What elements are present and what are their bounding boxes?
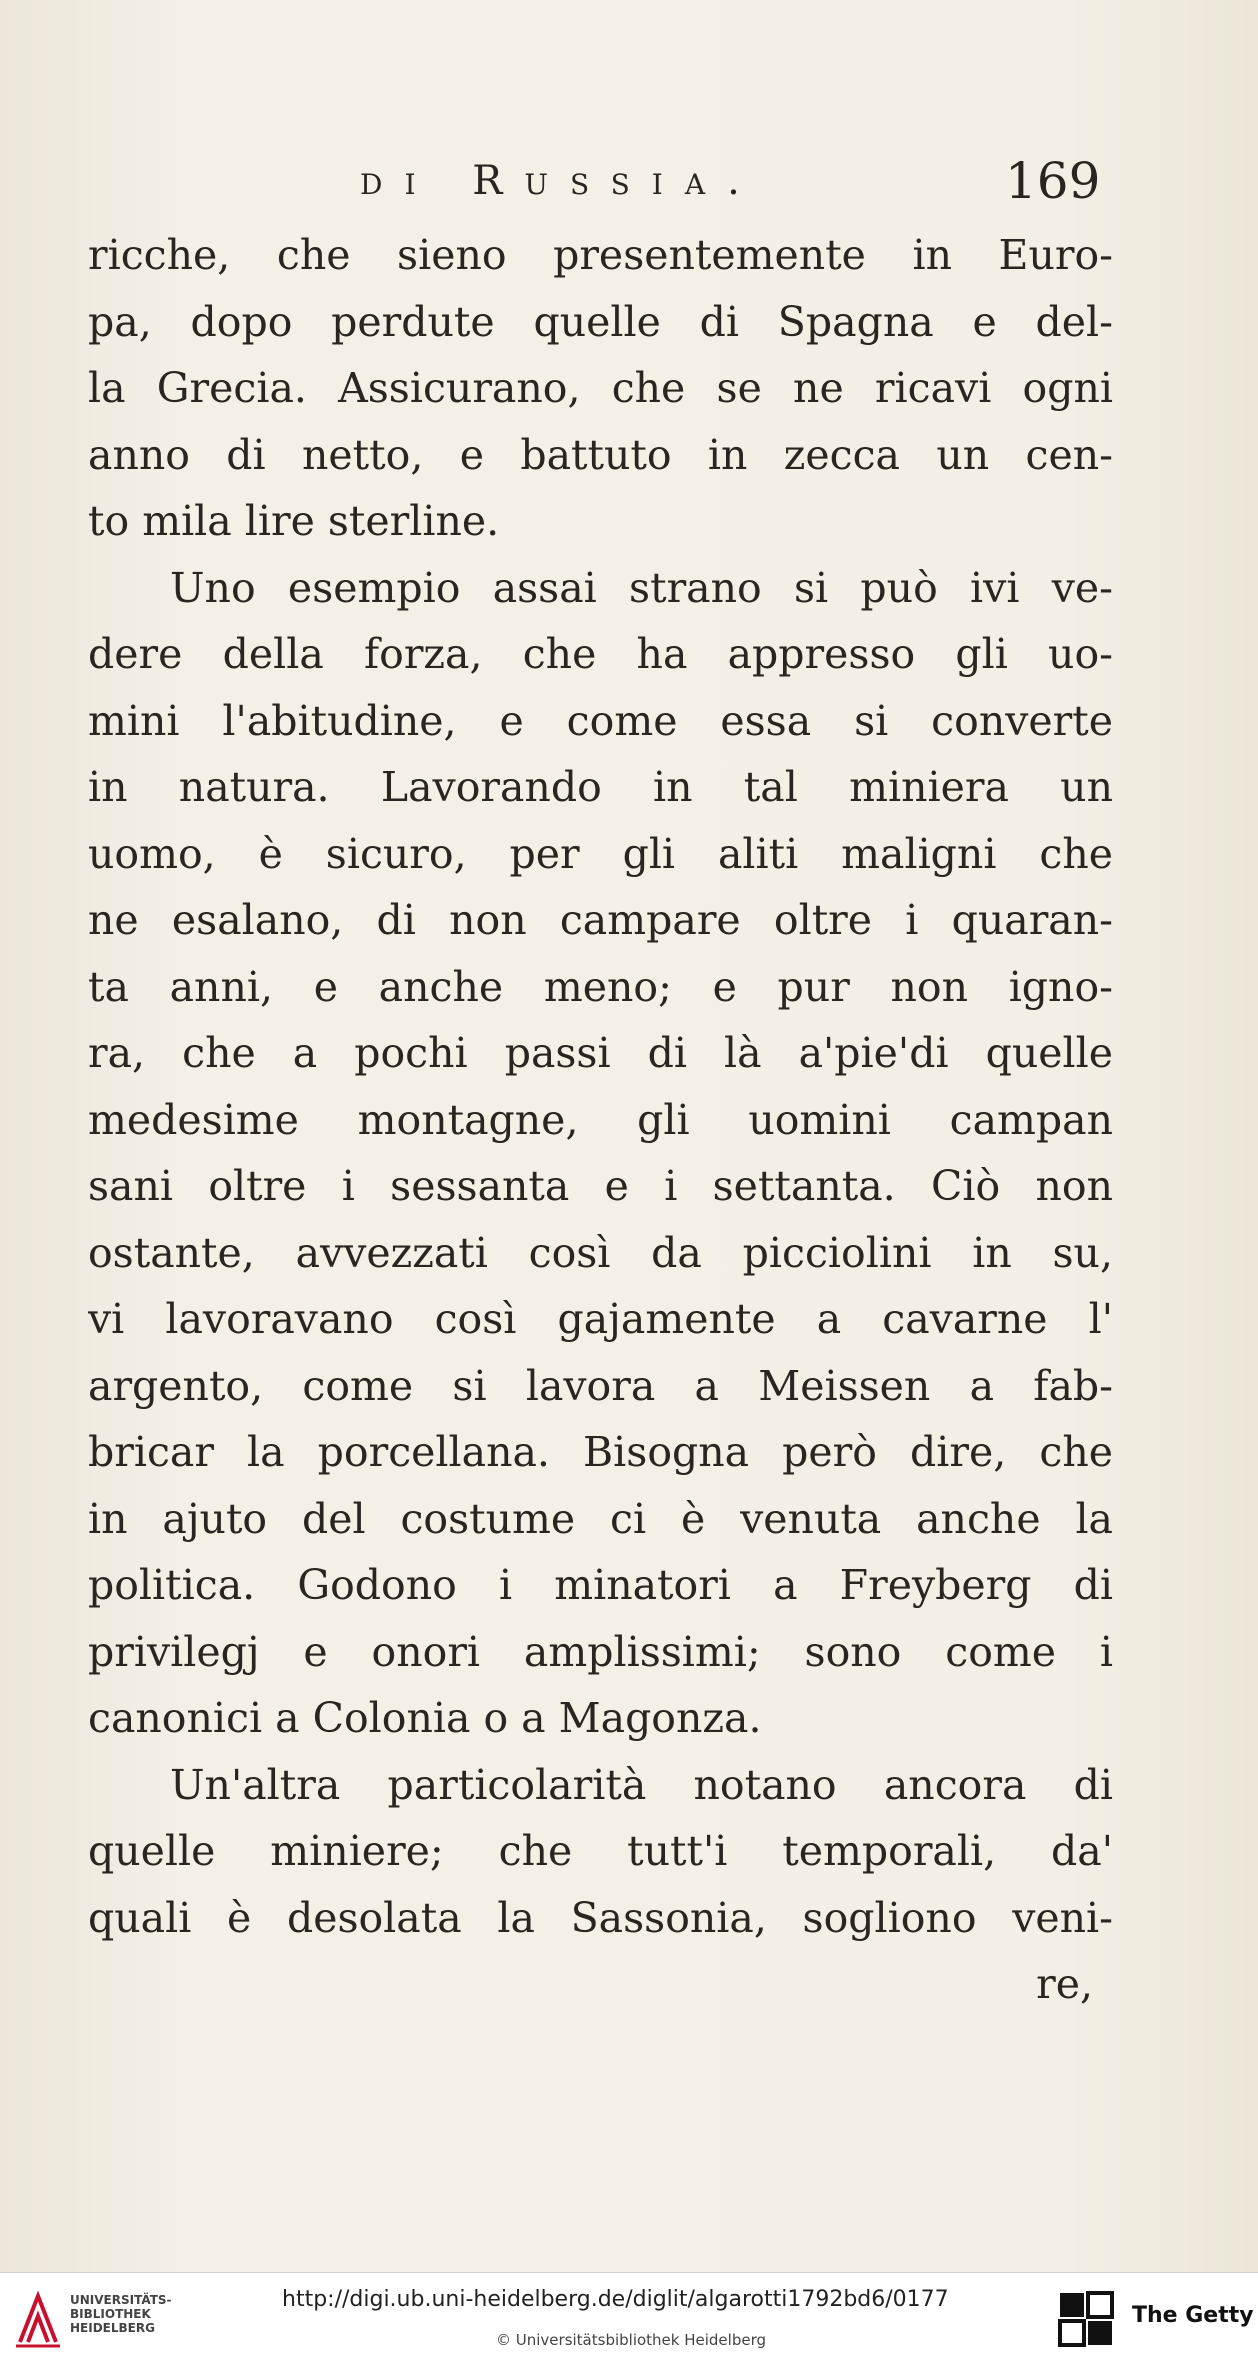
- text-line: in ajuto del costume ci è venuta anche la: [88, 1494, 1113, 1543]
- text-line: pa, dopo perdute quelle di Spagna e del-: [88, 297, 1113, 346]
- text-line: mini l'abitudine, e come essa si converte: [88, 696, 1113, 745]
- text-line: to mila lire sterline.: [88, 497, 500, 545]
- ub-heidelberg-logo-icon[interactable]: [14, 2290, 62, 2350]
- text-line: quelle miniere; che tutt'i temporali, da': [88, 1827, 1113, 1875]
- catchword: re,: [1036, 1960, 1093, 2008]
- running-head: [0, 152, 1258, 218]
- copyright-notice: © Universitätsbibliothek Heidelberg: [496, 2331, 767, 2349]
- viewer-footer: [0, 2272, 1258, 2364]
- text-line: anno di netto, e battuto in zecca un cen-: [88, 430, 1113, 479]
- text-line: argento, come si lavora a Meissen a fab-: [88, 1361, 1113, 1410]
- text-line: uomo, è sicuro, per gli aliti maligni che: [88, 829, 1113, 878]
- page-number: 169: [1005, 152, 1101, 210]
- text-line: Uno esempio assai strano si può ivi ve-: [170, 563, 1113, 612]
- text-line: Un'altra particolarità notano ancora di: [170, 1760, 1113, 1809]
- body-text: [88, 222, 1113, 2018]
- text-line: ne esalano, di non campare oltre i quaran-: [88, 896, 1113, 944]
- text-line: vi lavoravano così gajamente a cavarne l': [88, 1295, 1113, 1343]
- text-line: bricar la porcellana. Bisogna però dire, che: [88, 1428, 1113, 1476]
- text-line: in natura. Lavorando in tal miniera un: [88, 763, 1113, 811]
- text-line: dere della forza, che ha appresso gli uo-: [88, 630, 1113, 678]
- text-line: ricche, che sieno presentemente in Euro-: [88, 231, 1113, 279]
- text-line: la Grecia. Assicurano, che se ne ricavi ogni: [88, 364, 1113, 412]
- partner-name: The Getty: [1132, 2303, 1254, 2328]
- text-line: ostante, avvezzati così da picciolini in su,: [88, 1228, 1113, 1277]
- text-line: quali è desolata la Sassonia, sogliono veni-: [88, 1893, 1113, 1942]
- text-line: politica. Godono i minatori a Freyberg di: [88, 1561, 1113, 1609]
- text-line: medesime montagne, gli uomini campan: [88, 1095, 1113, 1144]
- text-line: privilegj e onori amplissimi; sono come i: [88, 1627, 1113, 1676]
- text-line: canonici a Colonia o a Magonza.: [88, 1694, 762, 1742]
- text-line: ta anni, e anche meno; e pur non igno-: [88, 962, 1113, 1011]
- permalink-url[interactable]: http://digi.ub.uni-heidelberg.de/diglit/algarotti1792bd6/0177: [282, 2287, 949, 2312]
- text-line: ra, che a pochi passi di là a'pie'di quelle: [88, 1029, 1113, 1077]
- getty-logo-icon[interactable]: [1058, 2291, 1114, 2347]
- text-line: sani oltre i sessanta e i settanta. Ciò non: [88, 1162, 1113, 1210]
- running-title: di Russia.: [360, 158, 762, 204]
- library-name: UNIVERSITÄTS- BIBLIOTHEK HEIDELBERG: [70, 2293, 172, 2335]
